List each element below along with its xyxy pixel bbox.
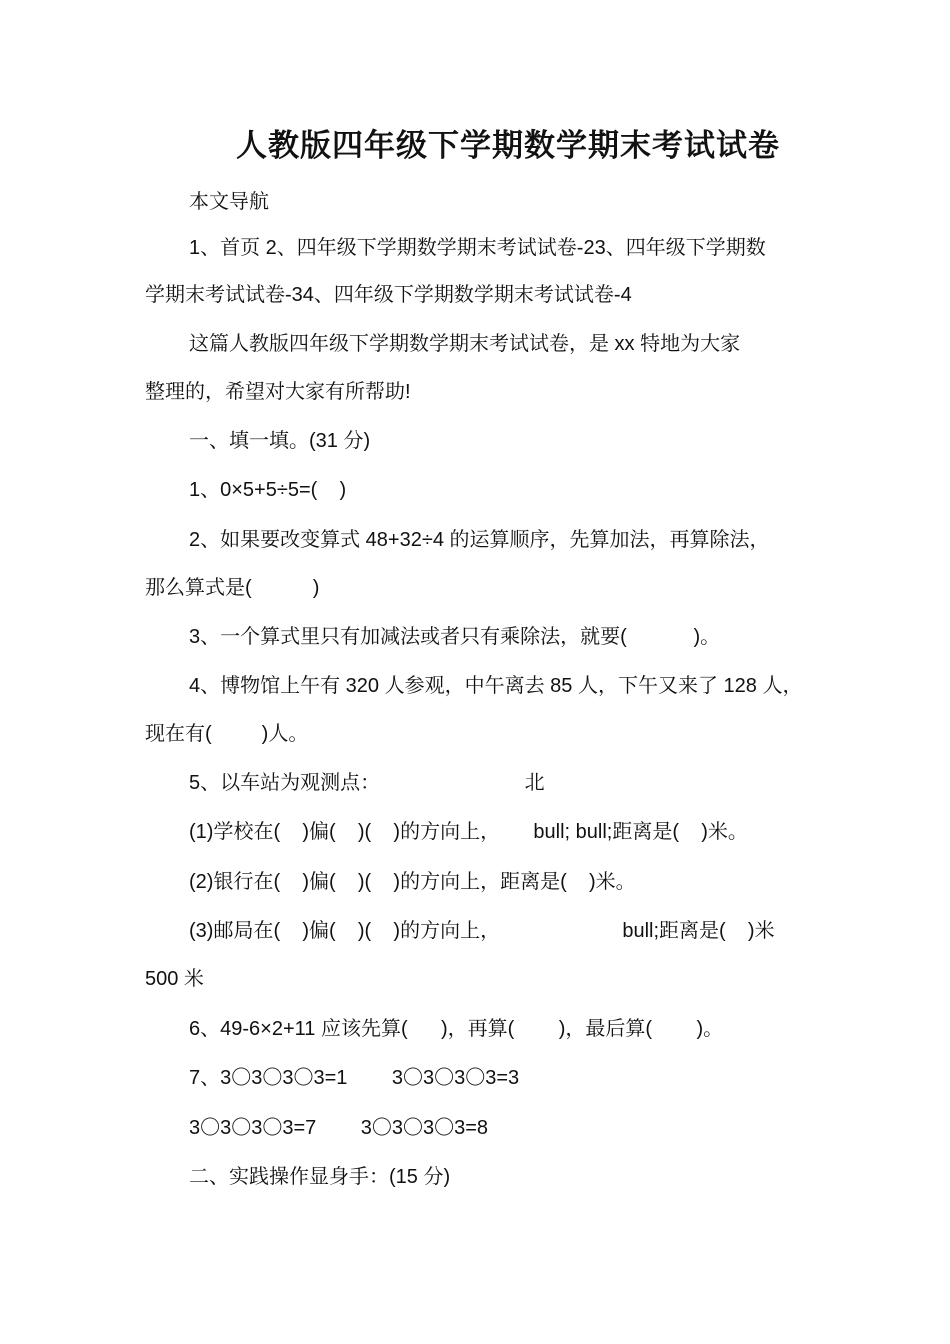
question-4-line-1: 4、博物馆上午有 320 人参观，中午离去 85 人，下午又来了 128 人， <box>189 675 803 697</box>
distance-label: 500 米 <box>145 968 204 990</box>
question-5: 5、以车站为观测点： 北 <box>189 772 545 794</box>
question-5-part-3: (3)邮局在( )偏( )( )的方向上， bull;距离是( )米 <box>189 920 775 942</box>
intro-line-1: 这篇人教版四年级下学期数学期末考试试卷，是 xx 特地为大家 <box>189 333 741 355</box>
question-2-line-1: 2、如果要改变算式 48+32÷4 的运算顺序，先算加法，再算除法， <box>189 529 770 551</box>
intro-line-2: 整理的，希望对大家有所帮助! <box>145 381 411 403</box>
question-1: 1、0×5+5÷5=( ) <box>189 479 347 501</box>
nav-links-line-1: 1、首页 2、四年级下学期数学期末考试试卷-23、四年级下学期数 <box>189 237 766 259</box>
section-2-heading: 二、实践操作显身手：(15 分) <box>189 1166 451 1188</box>
document-title: 人教版四年级下学期数学期末考试试卷 <box>236 128 780 164</box>
question-2-line-2: 那么算式是( ) <box>145 577 320 599</box>
question-4-line-2: 现在有( )人。 <box>145 723 309 745</box>
question-5-part-2: (2)银行在( )偏( )( )的方向上，距离是( )米。 <box>189 871 636 893</box>
question-7-line-2: 3〇3〇3〇3=7 3〇3〇3〇3=8 <box>189 1117 489 1139</box>
section-1-heading: 一、填一填。(31 分) <box>189 430 371 452</box>
question-7-line-1: 7、3〇3〇3〇3=1 3〇3〇3〇3=3 <box>189 1067 520 1089</box>
nav-links-line-2: 学期末考试试卷-34、四年级下学期数学期末考试试卷-4 <box>145 284 632 306</box>
question-3: 3、一个算式里只有加减法或者只有乘除法，就要( )。 <box>189 626 721 648</box>
question-6: 6、49-6×2+11 应该先算( )，再算( )，最后算( )。 <box>189 1018 724 1040</box>
nav-heading: 本文导航 <box>189 191 269 213</box>
question-5-part-1: (1)学校在( )偏( )( )的方向上， bull; bull;距离是( )米。 <box>189 821 748 843</box>
